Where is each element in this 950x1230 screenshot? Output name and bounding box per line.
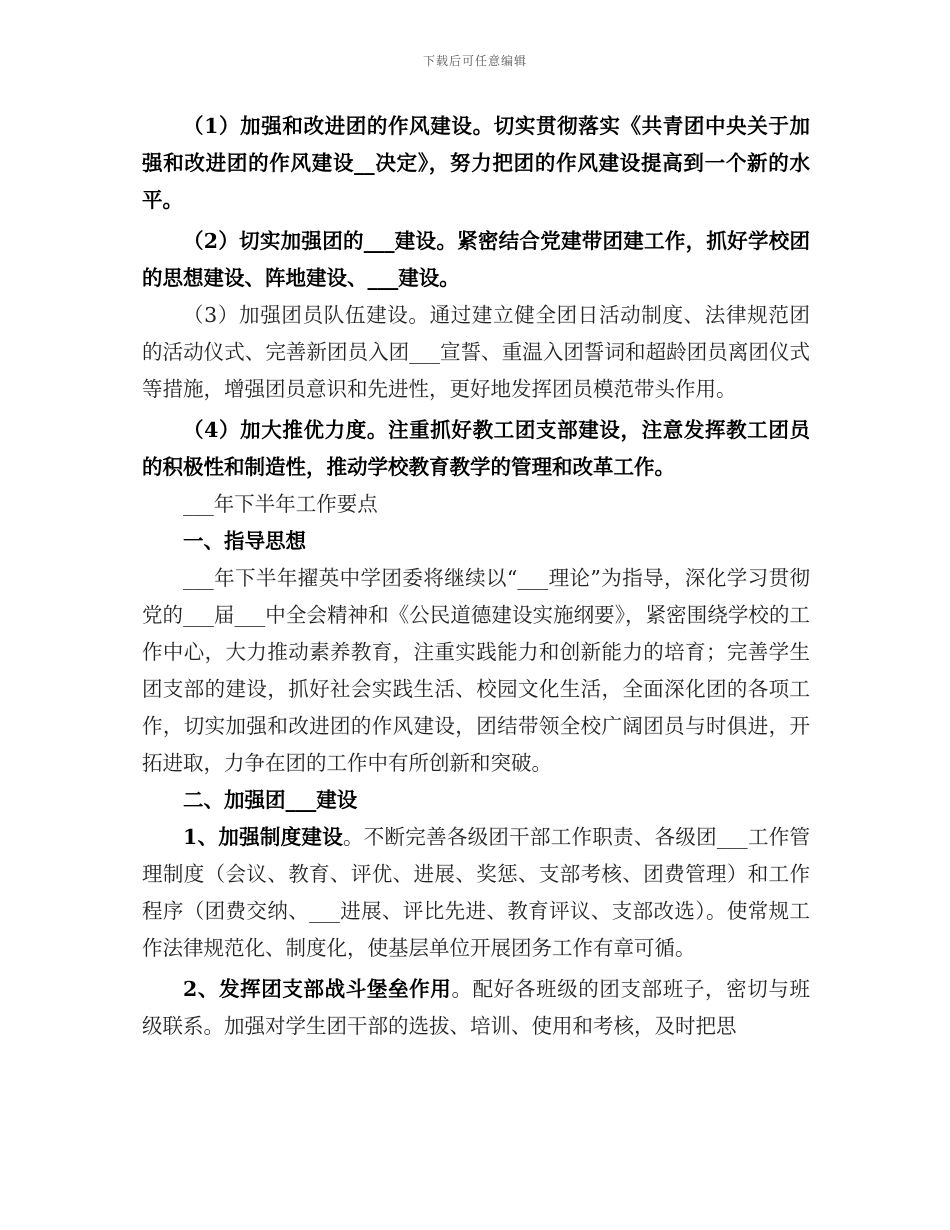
paragraph-work-style: （1）加强和改进团的作风建设。切实贯彻落实《共青团中央关于加强和改进团的作风建设__决定》，努力把团的作风建设提高到一个新的水平。: [142, 114, 810, 212]
paragraph-system-building: [142, 819, 810, 967]
paragraph-branch-role-lead: 2、发挥团支部战斗堡垒作用: [183, 977, 452, 1001]
page-header-note: 下载后可任意编辑: [422, 54, 527, 68]
paragraph-team-building: （2）切实加强团的___建设。紧密结合党建带团建工作，抓好学校团的思想建设、阵地建设、___建设。: [142, 229, 810, 290]
paragraph-branch-role: [142, 971, 810, 1045]
document-body: [142, 108, 810, 1045]
paragraph-member-team: （3）加强团员队伍建设。通过建立健全团日活动制度、法律规范团的活动仪式、完善新团员入团___宣誓、重温入团誓词和超龄团员离团仪式等措施，增强团员意识和先进性，更好地发挥团员模范带头作用。: [142, 303, 810, 401]
paragraph-branch-role-text: 。配好各班级的团支部班子，密切与班级联系。加强对学生团干部的选拔、培训、使用和考核，及时把思: [142, 977, 810, 1038]
heading-strengthen-team: 二、加强团___建设: [183, 788, 358, 812]
heading-guiding-ideology: 一、指导思想: [183, 529, 306, 553]
paragraph-system-building-text: 。不断完善各级团干部工作职责、各级团___工作管理制度（会议、教育、评优、进展、奖惩、支部考核、团费管理）和工作程序（团费交纳、___进展、评比先进、教育评议、支部改选）。使常规工作法律规范化、制度化，使基层单位开展团务工作有章可循。: [142, 825, 810, 960]
paragraph-recommend: （4）加大推优力度。注重抓好教工团支部建设，注意发挥教工团员的积极性和制造性，推动学校教育教学的管理和改革工作。: [142, 418, 810, 479]
paragraph-guiding-ideology: ___年下半年擢英中学团委将继续以“___理论”为指导，深化学习贯彻党的___届___中全会精神和《公民道德建设实施纲要》，紧密围绕学校的工作中心，大力推动素养教育，注重实践能力和创新能力的培育；完善学生团支部的建设，抓好社会实践生活、校园文化生活，全面深化团的各项工作，切实加强和改进团的作风建设，团结带领全校广阔团员与时俱进，开拓进取，力争在团的工作中有所创新和突破。: [142, 566, 810, 775]
section-subtitle: ___年下半年工作要点: [183, 492, 378, 516]
paragraph-system-building-lead: 1、加强制度建设: [183, 825, 343, 849]
